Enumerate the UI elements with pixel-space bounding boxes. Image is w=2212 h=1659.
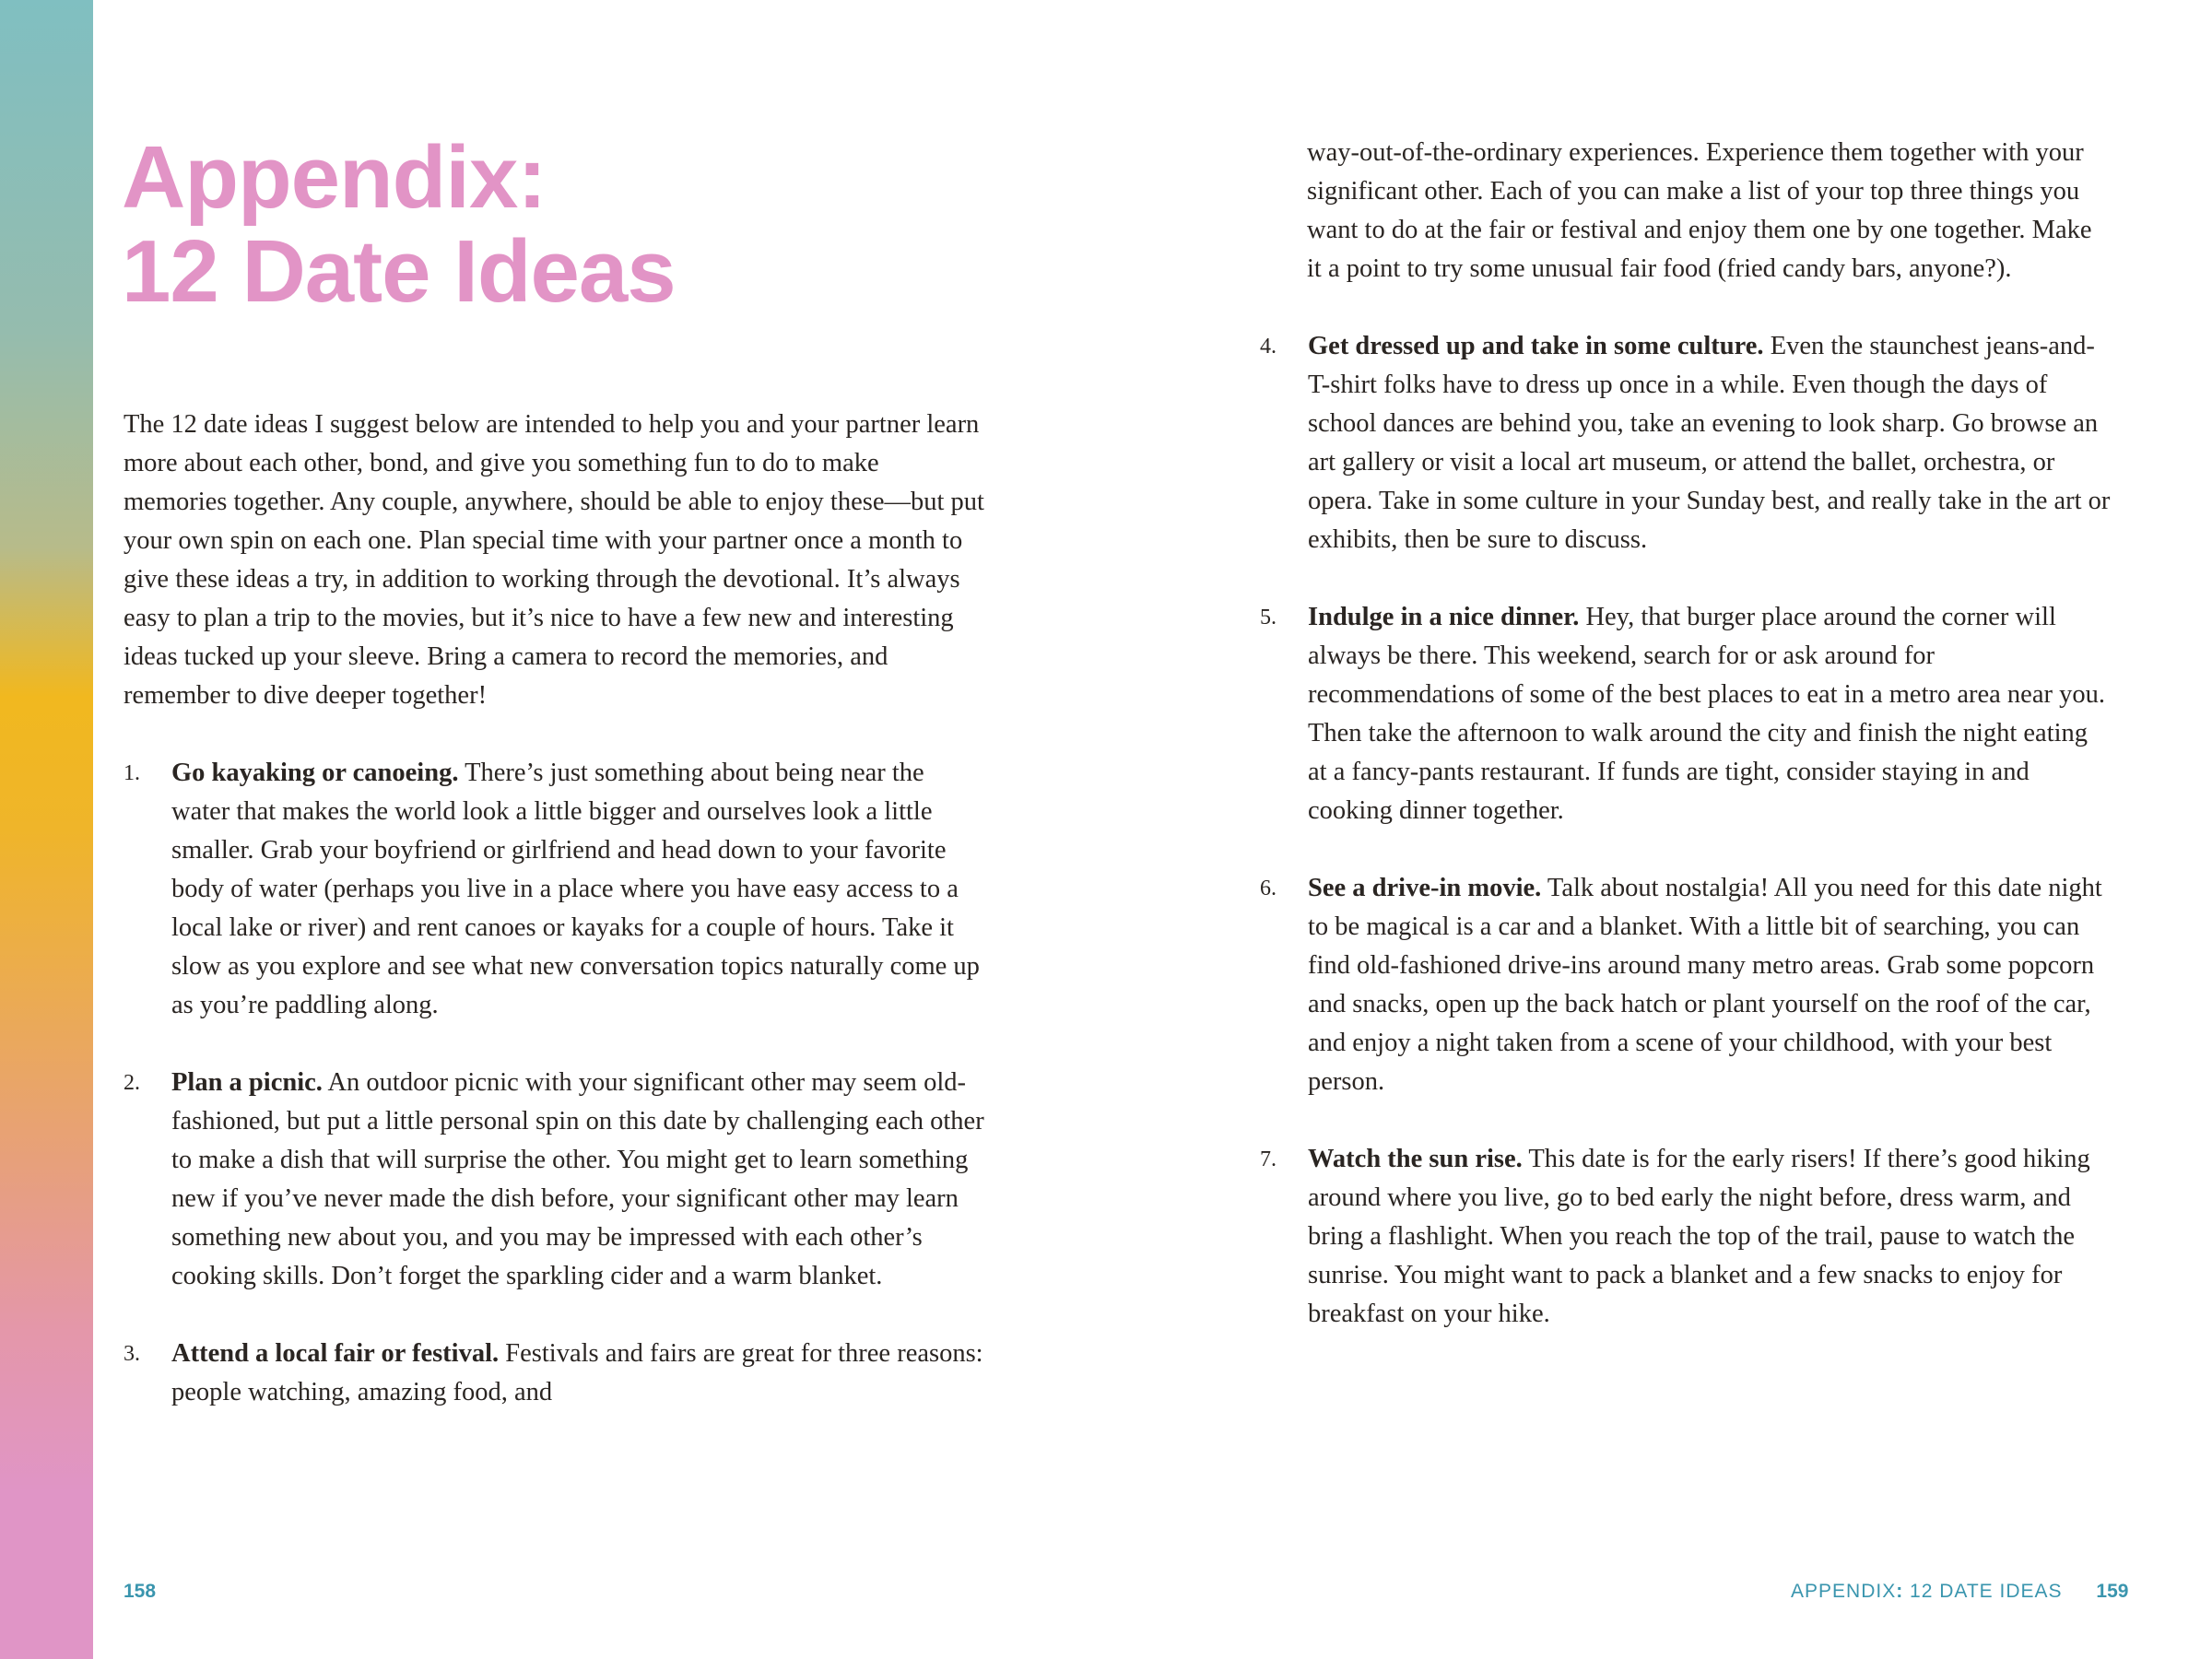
item-3-continued: way-out-of-the-ordinary experiences. Experience them together with your significant other. Each of you can make a list of your top three things you want to do at the fair or festival and enjoy them one by one together. Make it a point to try some unusual fair food (fried candy bars, anyone?).	[1307, 138, 2092, 283]
decorative-gradient-bar	[0, 0, 93, 1659]
item-number: 6.	[1260, 877, 1277, 900]
left-page-number: 158	[124, 1581, 157, 1602]
item-number: 2.	[124, 1071, 140, 1095]
item-body	[1308, 327, 2112, 559]
item-lead: Attend a local fair or festival.	[171, 1339, 500, 1368]
list-item	[124, 1335, 985, 1412]
item-lead: Plan a picnic.	[171, 1068, 323, 1097]
item-number: 3.	[124, 1342, 140, 1366]
item-text: There’s just something about being near the water that makes the world look a little bigger and ourselves look a little smaller. Grab your boyfriend or girlfriend and head down to your favorite body of water (perhaps you live in a place where you have easy access to a local lake or river) and rent canoes or kayaks for a couple of hours. Take it slow as you explore and see what new conversation topics naturally come up as you’re paddling along.	[171, 759, 980, 1019]
item-text: Hey, that burger place around the corner will always be there. This weekend, search for or ask around for recommendations of some of the best places to eat in a metro area near you. Then take the afternoon to walk around the city and finish the night eating at a fancy-pants restaurant. If funds are tight, consider staying in and cooking dinner together.	[1308, 603, 2105, 825]
item-lead: See a drive-in movie.	[1308, 874, 1542, 902]
list-item	[1260, 327, 2112, 559]
right-page-number: 159	[2096, 1581, 2129, 1602]
running-head	[1791, 1581, 2063, 1602]
item-lead: Go kayaking or canoeing.	[171, 759, 459, 787]
list-item	[1260, 869, 2112, 1101]
item-number: 5.	[1260, 606, 1277, 629]
title-line-2: 12 Date Ideas	[122, 222, 676, 321]
item-body	[171, 754, 985, 1025]
item-number: 1.	[124, 761, 140, 785]
running-head-part-1: APPENDIX	[1791, 1581, 1897, 1602]
intro-paragraph: The 12 date ideas I suggest below are intended to help you and your partner learn more about each other, bond, and give you something fun to do to make memories together. Any couple, anywhere, should be able to enjoy these—but put your own spin on each one. Plan special time with your partner once a month to give these ideas a try, in addition to working through the devotional. It’s always easy to plan a trip to the movies, but it’s nice to have a few new and interesting ideas tucked up your sleeve. Bring a camera to record the memories, and remember to dive deeper together!	[124, 410, 984, 710]
title-line-1: Appendix:	[122, 128, 547, 227]
item-body	[171, 1064, 985, 1296]
item-body	[171, 1335, 985, 1412]
running-head-part-2: 12 DATE IDEAS	[1903, 1581, 2063, 1602]
item-body	[1308, 598, 2112, 830]
list-item	[1260, 598, 2112, 830]
item-text: An outdoor picnic with your significant other may seem old-fashioned, but put a little personal spin on this date by challenging each other to make a dish that will surprise the other. You might get to learn something new if you’ve never made the dish before, your significant other may learn something new about you, and you may be impressed with each other’s cooking skills. Don’t forget the sparkling cider and a warm blanket.	[171, 1068, 984, 1290]
list-item	[124, 1064, 985, 1296]
item-text: Even the staunchest jeans-and-T-shirt folks have to dress up once in a while. Even though the days of school dances are behind you, take an evening to look sharp. Go browse an art gallery or visit a local art museum, or attend the ballet, orchestra, or opera. Take in some culture in your Sunday best, and really take in the art or exhibits, then be sure to discuss.	[1308, 332, 2111, 554]
page-title	[122, 128, 676, 321]
item-text: This date is for the early risers! If there’s good hiking around where you live, go to bed early the night before, dress warm, and bring a flashlight. When you reach the top of the trail, pause to watch the sunrise. You might want to pack a blanket and a few snacks to enjoy for breakfast on your hike.	[1308, 1145, 2090, 1328]
item-number: 4.	[1260, 335, 1277, 359]
item-number: 7.	[1260, 1147, 1277, 1171]
item-lead: Get dressed up and take in some culture.	[1308, 332, 1764, 360]
item-text: Talk about nostalgia! All you need for this date night to be magical is a car and a blanket. With a little bit of searching, you can find old-fashioned drive-ins around many metro areas. Grab some popcorn and snacks, open up the back hatch or plant yourself on the roof of the car, and enjoy a night taken from a scene of your childhood, with your best person.	[1308, 874, 2102, 1096]
running-head-colon: :	[1896, 1581, 1904, 1602]
list-item	[124, 754, 985, 1025]
item-text: Festivals and fairs are great for three reasons: people watching, amazing food, and	[171, 1339, 983, 1406]
item-body	[1308, 869, 2112, 1101]
item-lead: Watch the sun rise.	[1308, 1145, 1523, 1173]
right-column	[1260, 134, 2112, 1372]
running-footer	[1791, 1578, 2128, 1606]
item-body	[1308, 1140, 2112, 1334]
list-item	[1260, 1140, 2112, 1334]
item-lead: Indulge in a nice dinner.	[1308, 603, 1580, 631]
left-column	[124, 406, 985, 1451]
